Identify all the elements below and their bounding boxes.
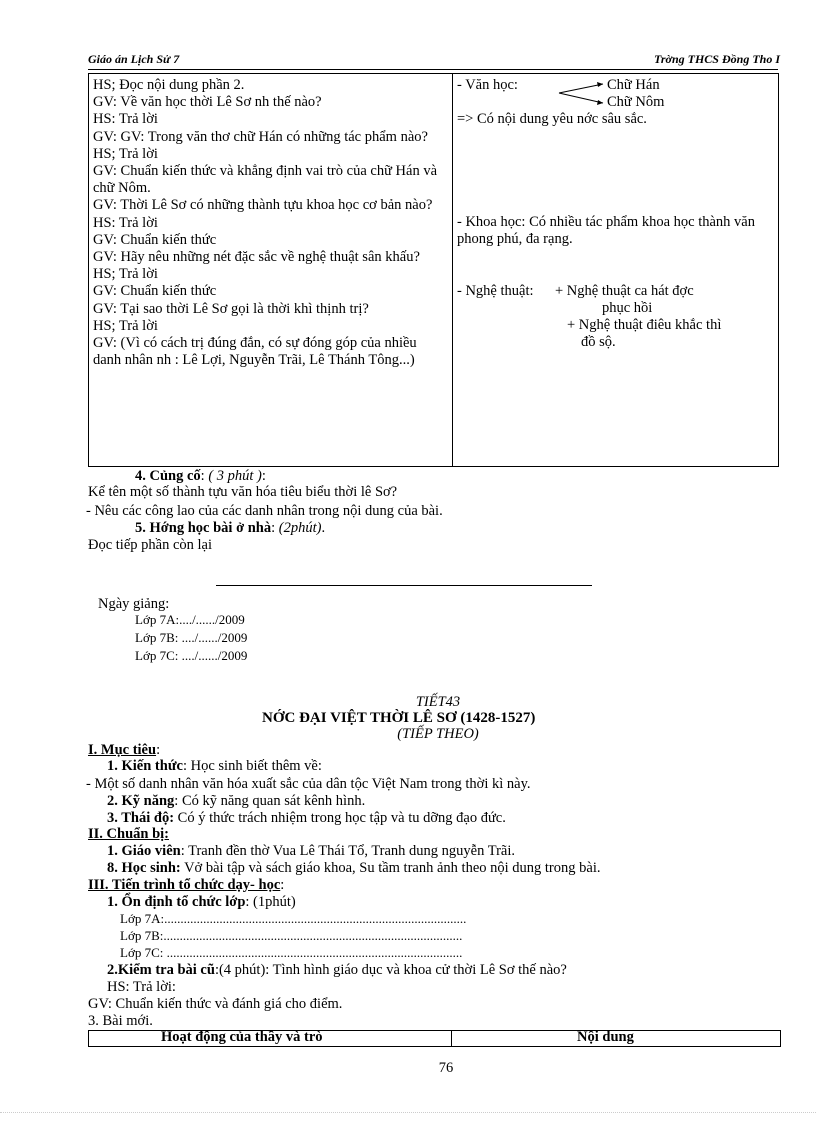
chuan-bi-heading: II. Chuẩn bị:: [88, 826, 169, 842]
column-header-content: Nội dung: [577, 1029, 634, 1045]
cung-co-heading: 4. Củng cố: ( 3 phút ):: [135, 468, 266, 484]
van-hoc-diagram: [457, 77, 774, 111]
kiem-tra-line: 2.Kiểm tra bài cũ:(4 phút): Tình hình giáo dục và khoa cử thời Lê Sơ thế nào?: [107, 962, 567, 978]
thai-do-line: 3. Thái độ: Có ý thức trách nhiệm trong học tập và tu dỡng đạo đức.: [107, 810, 506, 826]
lesson-subtitle: (TIẾP THEO): [397, 726, 479, 742]
tien-trinh-heading: III. Tiến trình tổ chức dạy- học:: [88, 877, 285, 893]
column-divider: [451, 1031, 452, 1046]
van-hoc-label: - Văn học:: [457, 77, 518, 93]
ngay-giang-7a: Lớp 7A:..../....../2009: [135, 612, 245, 627]
van-hoc-chu-han: Chữ Hán: [607, 77, 660, 93]
page-number: 76: [438, 1060, 454, 1076]
on-dinh-7b: Lớp 7B:............................................................................................: [120, 928, 463, 943]
nghe-thuat-label: - Nghệ thuật:: [457, 282, 534, 299]
cung-co-line: Kể tên một số thành tựu văn hóa tiêu biểu thời lê Sơ?: [88, 484, 398, 500]
activity-line: GV: Chuẩn kiến thức: [93, 283, 217, 300]
hoc-sinh-line: 8. Học sinh: Vở bài tập và sách giáo khoa, Su tầm tranh ảnh theo nội dung trong bài.: [107, 860, 601, 876]
activity-line: GV: GV: Trong văn thơ chữ Hán có những tác phẩm nào?: [93, 128, 428, 145]
activity-line: HS; Trả lời: [93, 145, 158, 162]
nghe-thuat-block: [457, 283, 774, 353]
activity-line: GV: Thời Lê Sơ có những thành tựu khoa học cơ bản nào?: [93, 197, 433, 214]
activity-line: GV: Về văn học thời Lê Sơ nh thế nào?: [93, 94, 322, 111]
next-activity-table-header: [88, 1030, 781, 1047]
activity-line: HS: Trả lời: [93, 214, 158, 231]
ky-nang-line: 2. Kỹ năng: Có kỹ năng quan sát kênh hình.: [107, 793, 366, 809]
header-right: Trờng THCS Đồng Tho I: [653, 52, 780, 66]
van-hoc-conclusion: => Có nội dung yêu nớc sâu sắc.: [457, 111, 647, 127]
header-divider: [88, 69, 778, 70]
activity-line: GV: Hãy nêu những nét đặc sắc về nghệ thuật sân khấu?: [93, 249, 420, 266]
ngay-giang-label: Ngày giảng:: [98, 596, 170, 612]
lesson-number: TIẾT43: [415, 694, 461, 710]
activity-line: HS: Trả lời: [93, 111, 158, 128]
khoa-hoc-text: - Khoa học: Có nhiều tác phẩm khoa học thành văn phong phú, đa rạng.: [457, 214, 755, 248]
activity-line: HS; Trả lời: [93, 266, 158, 283]
hs-tra-loi: HS: Trả lời:: [107, 979, 176, 995]
on-dinh-7a: Lớp 7A:.............................................................................................: [120, 911, 467, 926]
giao-vien-line: 1. Giáo viên: Tranh đền thờ Vua Lê Thái Tổ, Tranh dung nguyễn Trãi.: [107, 843, 515, 859]
kien-thuc-detail: - Một số danh nhân văn hóa xuất sắc của dân tộc Việt Nam trong thời kì này.: [86, 776, 531, 792]
activity-line: HS; Đọc nội dung phần 2.: [93, 77, 245, 93]
huong-dan-line: Đọc tiếp phần còn lại: [88, 537, 213, 553]
teacher-student-activities-cell: [89, 74, 453, 467]
page-bottom-edge: [0, 1112, 816, 1113]
gv-chuan-kien-thuc: GV: Chuẩn kiến thức và đánh giá cho điểm.: [88, 996, 343, 1012]
activity-line: GV: Tại sao thời Lê Sơ gọi là thời khì thịnh trị?: [93, 300, 369, 317]
on-dinh-7c: Lớp 7C: ...........................................................................................: [120, 945, 463, 960]
nghe-thuat-item: + Nghệ thuật ca hát đợc: [555, 282, 694, 299]
bai-moi: 3. Bài mới.: [88, 1013, 153, 1029]
lesson-title: NỚC ĐẠI VIỆT THỜI LÊ SƠ (1428-1527): [262, 710, 536, 726]
activity-line: HS; Trả lời: [93, 317, 158, 334]
lesson-activity-table: [88, 73, 779, 467]
huong-dan-heading: 5. Hớng học bài ở nhà: (2phút).: [135, 520, 326, 536]
cung-co-line: - Nêu các công lao của các danh nhân trong nội dung của bài.: [86, 503, 443, 519]
muc-tieu-heading: I. Mục tiêu:: [88, 742, 161, 758]
activity-line: GV: Chuẩn kiến thức và khẳng định vai trò của chữ Hán và chữ Nôm.: [93, 163, 438, 197]
nghe-thuat-item: đồ sộ.: [581, 333, 616, 350]
van-hoc-chu-nom: Chữ Nôm: [607, 94, 665, 110]
nghe-thuat-item: phục hồi: [602, 299, 653, 316]
column-header-activities: Hoạt động của thầy và trò: [161, 1029, 323, 1045]
header-left: Giáo án Lịch Sử 7: [88, 52, 180, 66]
activity-line: GV: Chuẩn kiến thức: [93, 231, 217, 248]
ngay-giang-7b: Lớp 7B: ..../....../2009: [135, 630, 248, 645]
activity-line: GV: (Vì có cách trị đúng đắn, có sự đóng góp của nhiều danh nhân nh : Lê Lợi, Nguyễn Trãi, Lê Thánh Tông...): [93, 335, 417, 369]
kien-thuc-line: 1. Kiến thức: Học sinh biết thêm về:: [107, 758, 322, 774]
branch-arrows-icon: [557, 79, 609, 109]
on-dinh-line: 1. Ổn định tổ chức lớp: (1phút): [107, 894, 296, 910]
content-cell: [453, 74, 779, 467]
section-separator: [216, 585, 592, 586]
nghe-thuat-item: + Nghệ thuật điêu khắc thì: [567, 316, 722, 333]
ngay-giang-7c: Lớp 7C: ..../....../2009: [135, 648, 248, 663]
